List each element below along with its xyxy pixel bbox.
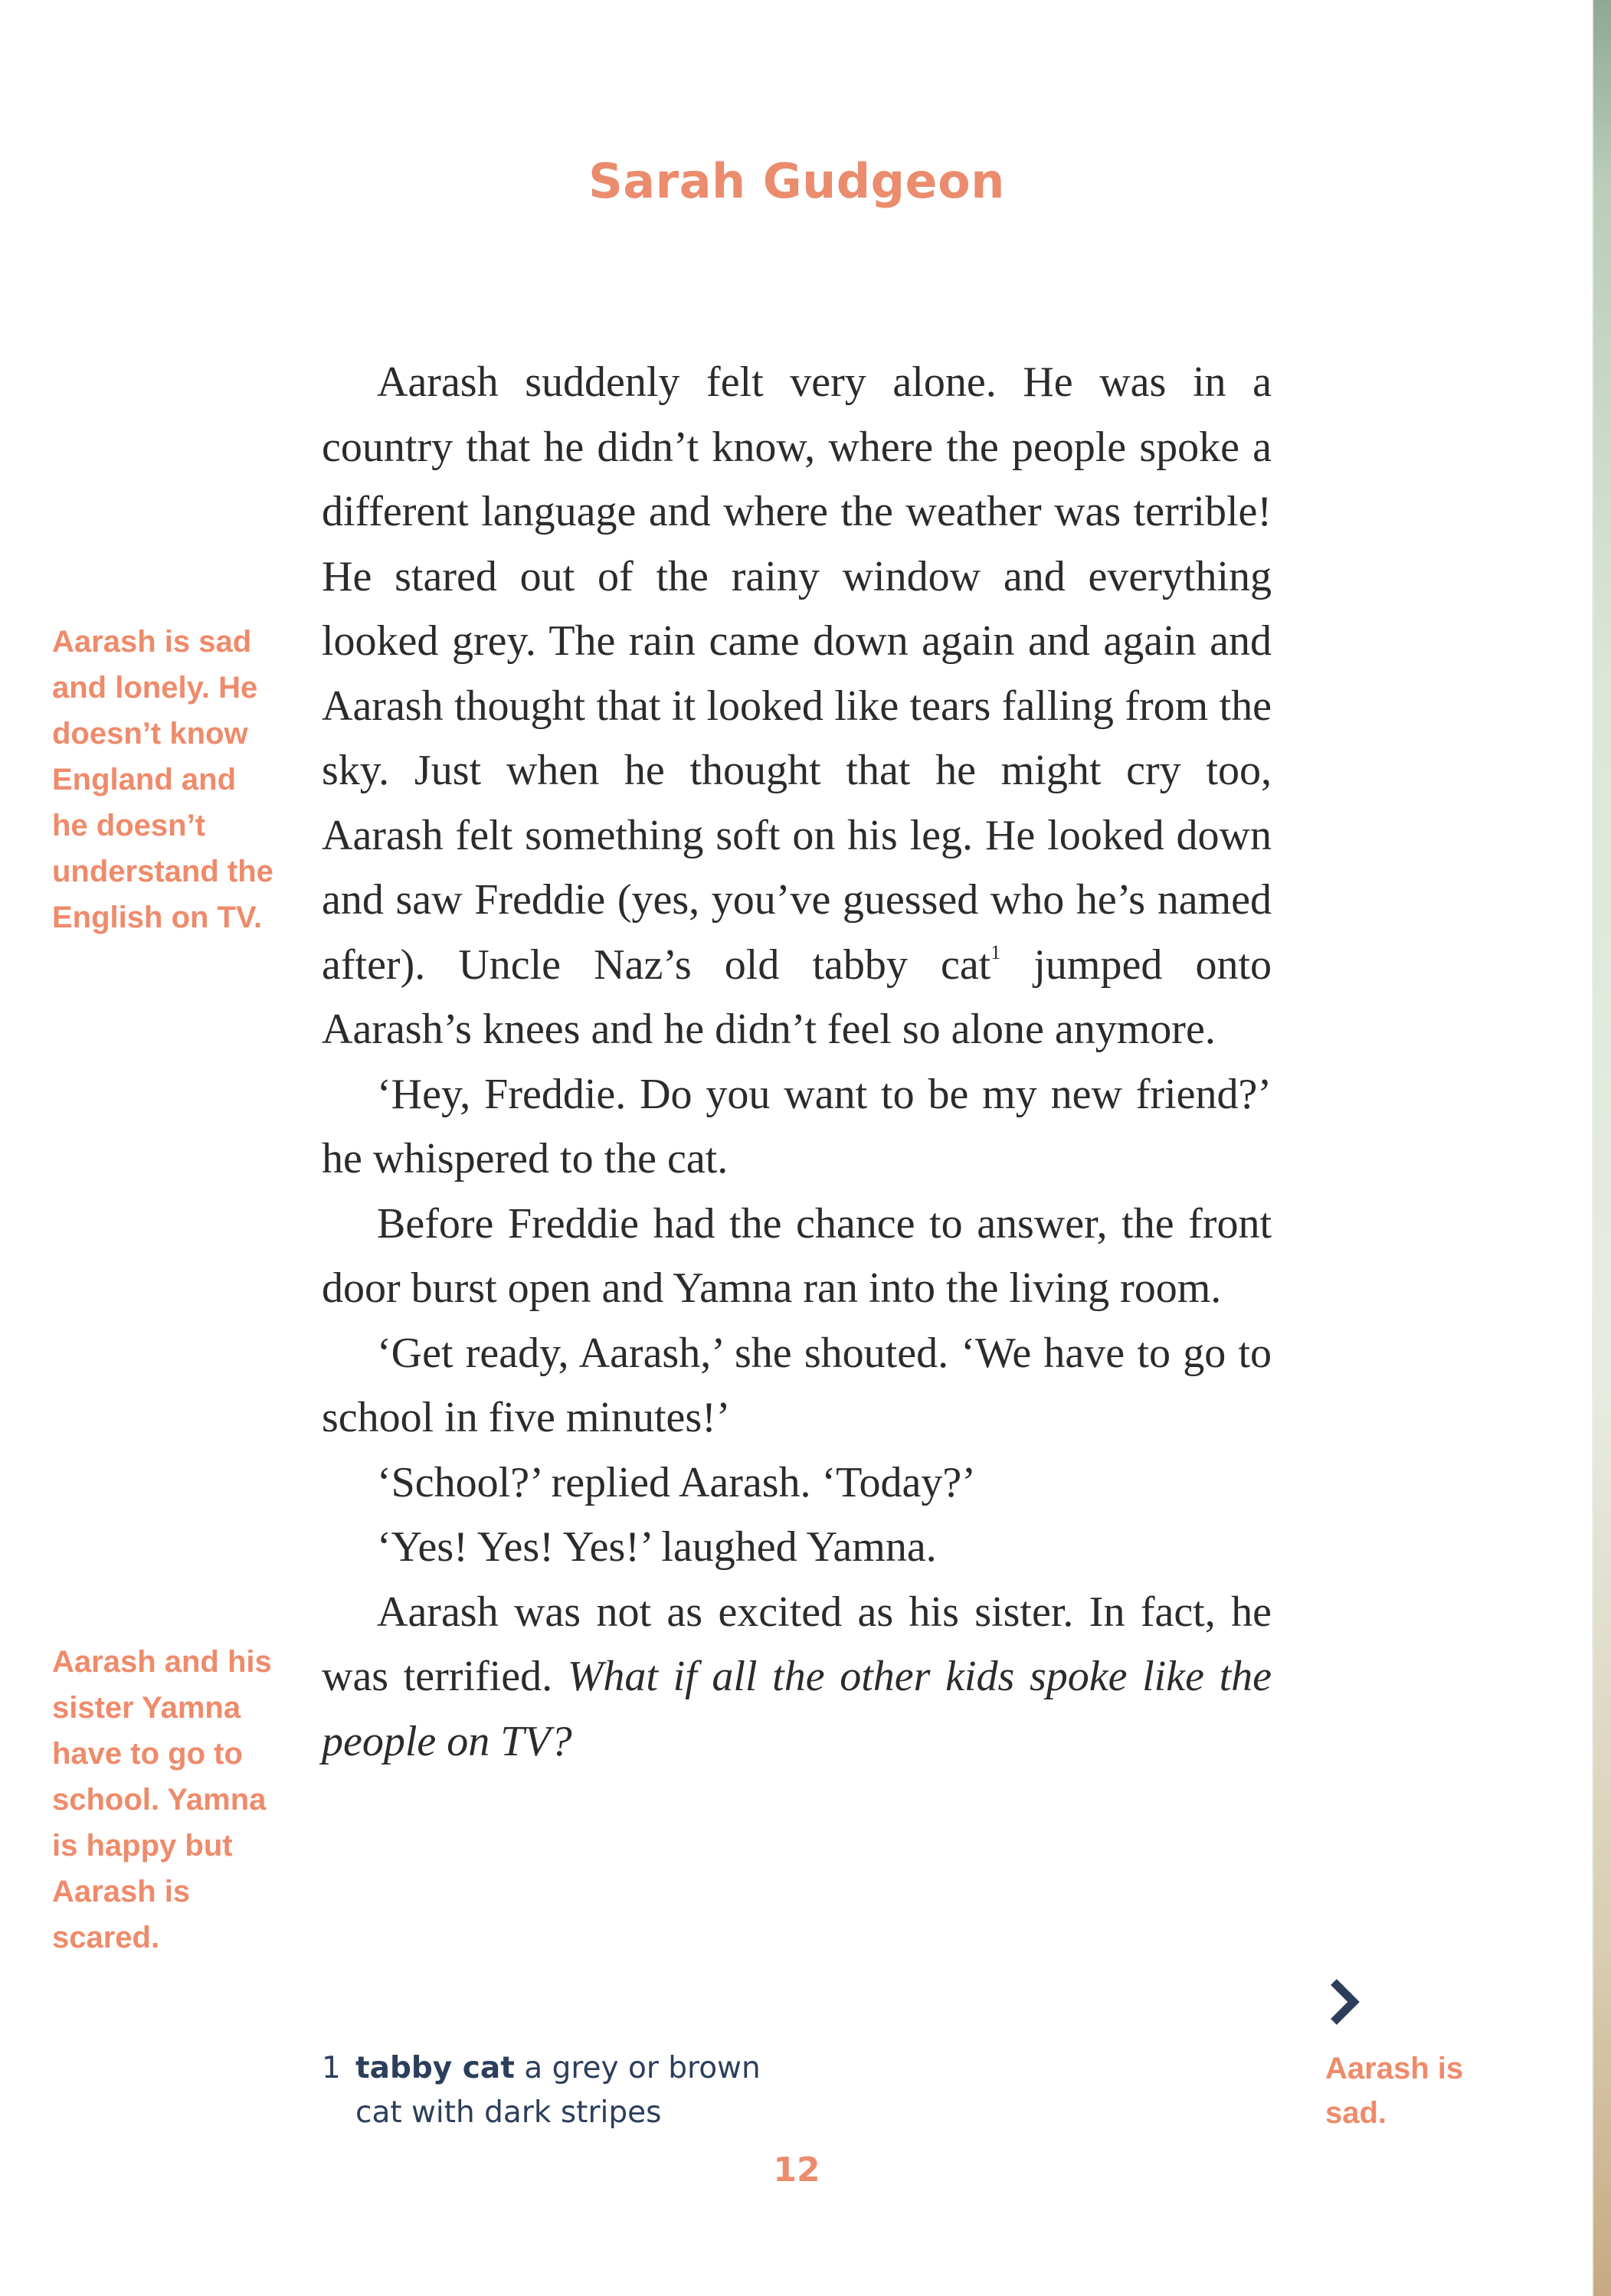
author-name: Sarah Gudgeon <box>588 153 1005 209</box>
footnote-definition-continued: cat with dark stripes <box>355 2095 662 2130</box>
footnote-term: tabby cat <box>355 2051 515 2085</box>
story-paragraph: Aarash suddenly felt very alone. He was in a country that he didn’t know, where the people spoke a different language and where the weather was terrible! He stared out of the rainy window and everything looked grey. The rain came down again and again and Aarash thought that it looked like tears falling from the sky. Just when he thought that he might cry too, Aarash felt something soft on his leg. He looked down and saw Freddie (yes, you’ve guessed who he’s named after). Uncle Naz’s old tabby cat$^1$ jumped onto Aarash’s knees and he didn’t feel so alone anymore. <box>322 358 1272 1053</box>
story-paragraph: Aarash was not as excited as his sister. In fact, he was terrified. What if all the other kids spoke like the people on TV? <box>322 1588 1272 1765</box>
story-paragraph: Before Freddie had the chance to answer, the front door burst open and Yamna ran into the living room. <box>322 1199 1272 1312</box>
chevron-right-icon[interactable] <box>1328 1977 1361 2026</box>
page-number: 12 <box>773 2150 820 2190</box>
margin-note-school: Aarash and his sister Yamna have to go to school. Yamna is happy but Aarash is scared. <box>52 1645 272 1954</box>
margin-note-lonely: Aarash is sad and lonely. He doesn’t know England and he doesn’t understand the English on TV. <box>52 625 273 934</box>
footnote-number: 1 <box>322 2051 341 2085</box>
story-text <box>322 350 1272 1774</box>
next-page-edge <box>1593 0 1611 2296</box>
story-paragraph: ‘Hey, Freddie. Do you want to be my new friend?’ he whispered to the cat. <box>322 1070 1272 1182</box>
footnote <box>322 2046 797 2135</box>
story-paragraph: ‘School?’ replied Aarash. ‘Today?’ <box>377 1458 976 1506</box>
footnote-definition: a grey or brown <box>514 2051 761 2085</box>
story-paragraph: ‘Yes! Yes! Yes!’ laughed Yamna. <box>377 1523 937 1571</box>
margin-note-summary: Aarash is sad. <box>1325 2052 1464 2130</box>
story-paragraph: ‘Get ready, Aarash,’ she shouted. ‘We have to go to school in five minutes!’ <box>322 1329 1272 1441</box>
footnote-marker: 1 <box>991 940 1001 963</box>
italic-thought: What if all the other kids spoke like the people on TV? <box>322 1653 1272 1765</box>
